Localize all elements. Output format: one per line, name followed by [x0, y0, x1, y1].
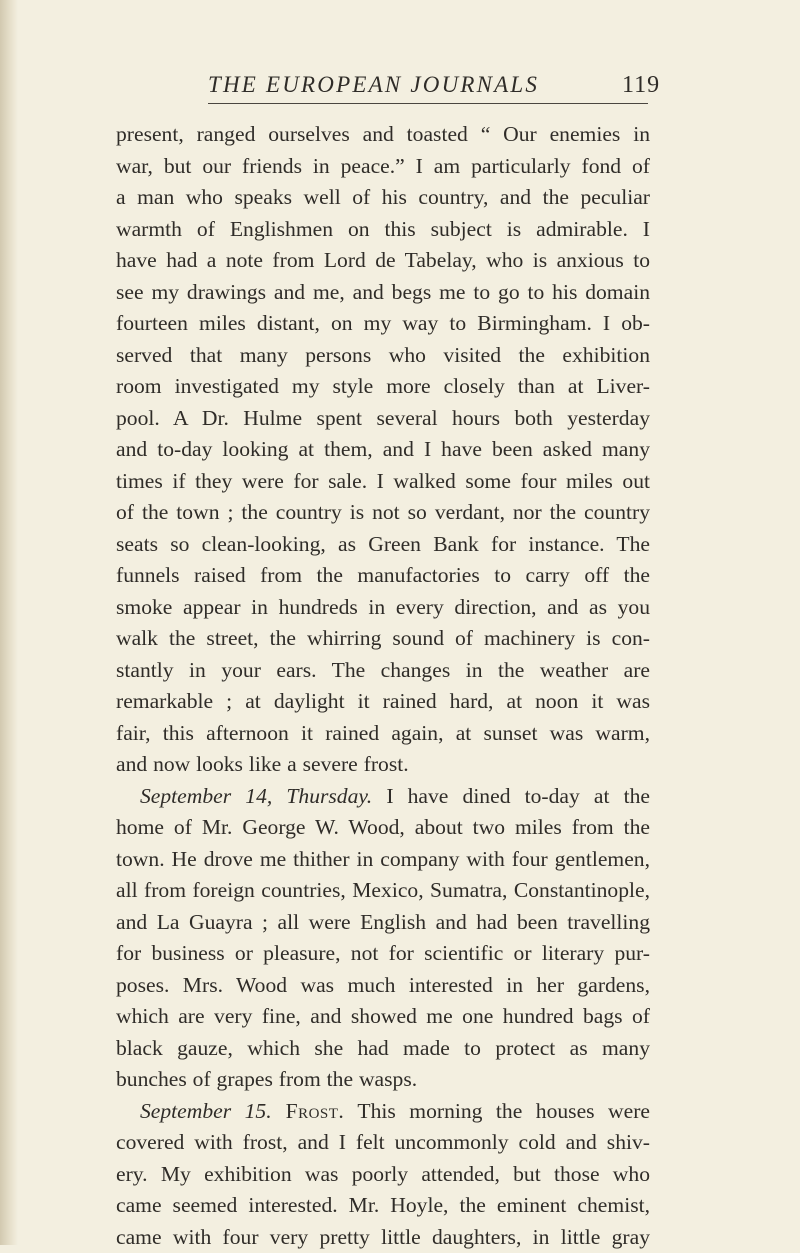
entry-heading-line	[116, 1096, 650, 1128]
text-line: present, ranged ourselves and toasted “ Our enemies in	[116, 119, 650, 151]
text-line: served that many persons who visited the exhibition	[116, 340, 650, 372]
text-line: bunches of grapes from the wasps.	[116, 1064, 650, 1096]
text-line: which are very fine, and showed me one hundred bags of	[116, 1001, 650, 1033]
text-line: remarkable ; at daylight it rained hard, at noon it was	[116, 686, 650, 718]
text-line: came seemed interested. Mr. Hoyle, the eminent chemist,	[116, 1190, 650, 1222]
entry-weather: Frost.	[272, 1099, 345, 1123]
text-line: stantly in your ears. The changes in the weather are	[116, 655, 650, 687]
text-line: fourteen miles distant, on my way to Birmingham. I ob-	[116, 308, 650, 340]
entry-date: September 14, Thursday.	[140, 784, 372, 808]
text-line: room investigated my style more closely than at Liver-	[116, 371, 650, 403]
text-line: black gauze, which she had made to protect as many	[116, 1033, 650, 1065]
text-line: see my drawings and me, and begs me to go to his domain	[116, 277, 650, 309]
header-rule	[208, 103, 648, 104]
text-line: and now looks like a severe frost.	[116, 749, 650, 781]
text-line: have had a note from Lord de Tabelay, who is anxious to	[116, 245, 650, 277]
text-line: all from foreign countries, Mexico, Sumatra, Constantinople,	[116, 875, 650, 907]
text-line: came with four very pretty little daughters, in little gray	[116, 1222, 650, 1253]
text-line: seats so clean-looking, as Green Bank for instance. The	[116, 529, 650, 561]
text-line: pool. A Dr. Hulme spent several hours both yesterday	[116, 403, 650, 435]
text-line: and to-day looking at them, and I have been asked many	[116, 434, 650, 466]
entry-date: September 15.	[140, 1099, 272, 1123]
text-line: funnels raised from the manufactories to carry off the	[116, 560, 650, 592]
text-line: times if they were for sale. I walked some four miles out	[116, 466, 650, 498]
text-line: of the town ; the country is not so verdant, nor the country	[116, 497, 650, 529]
text-line: home of Mr. George W. Wood, about two miles from the	[116, 812, 650, 844]
text-line: poses. Mrs. Wood was much interested in her gardens,	[116, 970, 650, 1002]
running-title: THE EUROPEAN JOURNALS	[208, 72, 539, 98]
text-line: town. He drove me thither in company with four gentlemen,	[116, 844, 650, 876]
binding-shadow	[0, 0, 18, 1245]
text-line: smoke appear in hundreds in every direction, and as you	[116, 592, 650, 624]
text-line: for business or pleasure, not for scientific or literary pur-	[116, 938, 650, 970]
text-line: covered with frost, and I felt uncommonly cold and shiv-	[116, 1127, 650, 1159]
text-line: ery. My exhibition was poorly attended, but those who	[116, 1159, 650, 1191]
text-line: fair, this afternoon it rained again, at sunset was warm,	[116, 718, 650, 750]
text-line: a man who speaks well of his country, and the peculiar	[116, 182, 650, 214]
text-line: warmth of Englishmen on this subject is admirable. I	[116, 214, 650, 246]
entry-heading-line	[116, 781, 650, 813]
text-line: walk the street, the whirring sound of machinery is con-	[116, 623, 650, 655]
entry-text: I have dined to-day at the	[372, 784, 650, 808]
running-head	[0, 70, 800, 102]
entry-text: This morning the houses were	[344, 1099, 650, 1123]
text-line: war, but our friends in peace.” I am particularly fond of	[116, 151, 650, 183]
text-line: and La Guayra ; all were English and had been travelling	[116, 907, 650, 939]
body-text	[116, 119, 650, 1253]
page-number: 119	[622, 72, 660, 99]
